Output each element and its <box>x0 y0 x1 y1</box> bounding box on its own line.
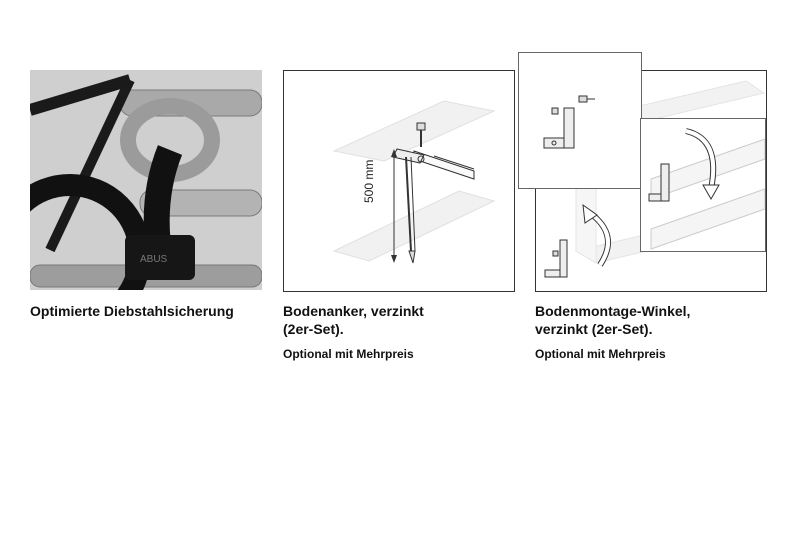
bracket-detail-inset-right <box>640 118 766 252</box>
dimension-label: 500 mm <box>362 159 376 203</box>
bike-lock-photo <box>30 70 262 290</box>
bracket-detail-lower <box>535 185 640 290</box>
ground-anchor-diagram <box>283 70 515 292</box>
svg-text:ABUS: ABUS <box>140 254 168 265</box>
bracket-detail-inset-top <box>518 52 642 189</box>
ground-anchor-illustration <box>284 71 514 291</box>
caption-floor-bracket-line1: Bodenmontage-Winkel, <box>535 303 691 319</box>
caption-floor-bracket-line2: verzinkt (2er-Set). <box>535 321 653 337</box>
caption-ground-anchor-line1: Bodenanker, verzinkt <box>283 303 424 319</box>
caption-theft-protection: Optimierte Diebstahlsicherung <box>30 303 234 319</box>
caption-floor-bracket-optional: Optional mit Mehrpreis <box>535 347 666 361</box>
caption-ground-anchor-optional: Optional mit Mehrpreis <box>283 347 414 361</box>
bike-lock-illustration <box>30 70 262 290</box>
bracket-detail-top-illustration <box>519 53 641 188</box>
bracket-detail-right-illustration <box>641 119 765 251</box>
bracket-detail-lower-illustration <box>535 185 640 290</box>
caption-ground-anchor-line2: (2er-Set). <box>283 321 344 337</box>
